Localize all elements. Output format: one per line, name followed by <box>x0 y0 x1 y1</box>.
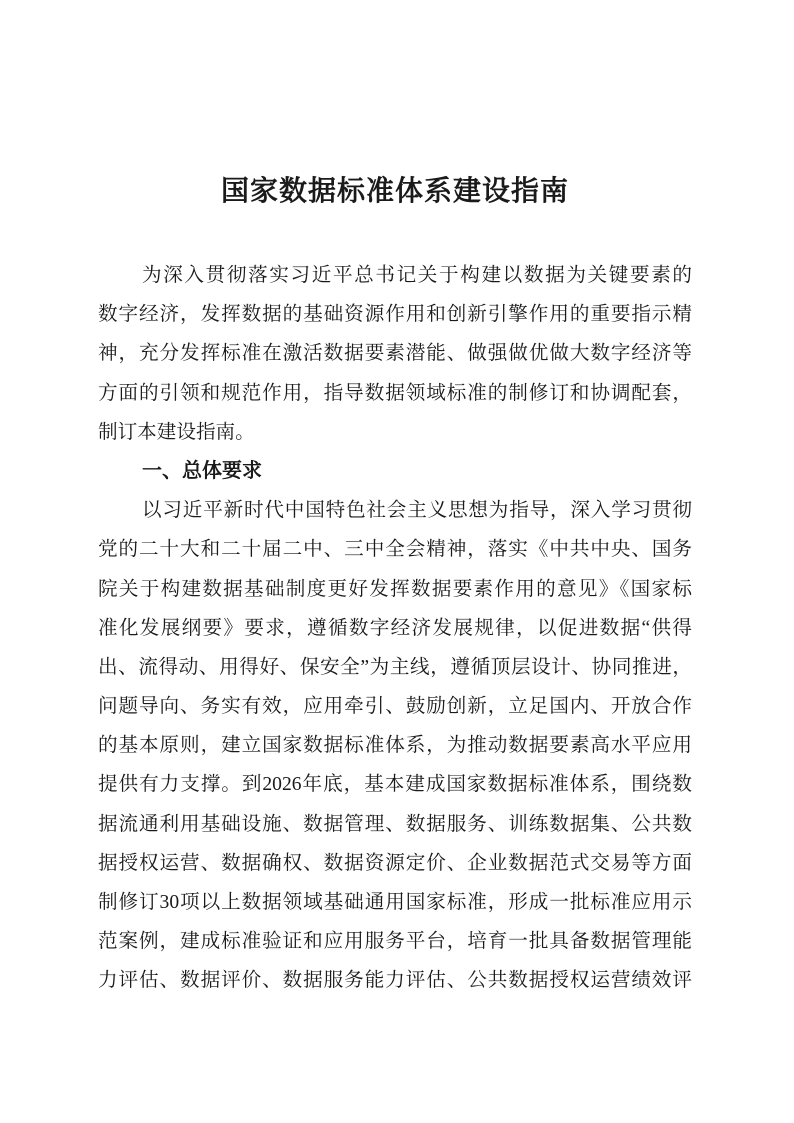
text-line: 方面的引领和规范作用，指导数据领域标准的制修订和协调配套， <box>98 382 692 404</box>
text-line: 范案例，建成标准验证和应用服务平台，培育一批具备数据管理能 <box>98 931 692 953</box>
text-line: 党的二十大和二十届二中、三中全会精神，落实《中共中央、国务 <box>98 539 692 561</box>
text-line: 力评估、数据评价、数据服务能力评估、公共数据授权运营绩效评 <box>98 970 692 992</box>
text-line: 的基本原则，建立国家数据标准体系，为推动数据要素高水平应用 <box>98 735 692 757</box>
text-line: 神，充分发挥标准在激活数据要素潜能、做强做优做大数字经济等 <box>98 343 692 365</box>
text-line: 数字经济，发挥数据的基础资源作用和创新引擎作用的重要指示精 <box>98 304 692 326</box>
paragraph-2 <box>98 491 692 1000</box>
text-line: 提供有力支撑。到2026年底，基本建成国家数据标准体系，围绕数 <box>98 774 692 796</box>
document-title: 国家数据标准体系建设指南 <box>220 176 569 207</box>
text-line: 制修订30项以上数据领域基础通用国家标准，形成一批标准应用示 <box>98 892 692 913</box>
text-line: 问题导向、务实有效，应用牵引、鼓励创新，立足国内、开放合作 <box>98 696 692 718</box>
text-line: 准化发展纲要》要求，遵循数字经济发展规律，以促进数据“供得 <box>98 617 692 639</box>
text-line: 制订本建设指南。 <box>98 421 255 443</box>
paragraph-1 <box>98 256 692 452</box>
text-line: 以习近平新时代中国特色社会主义思想为指导，深入学习贯彻 <box>142 500 692 522</box>
text-line: 据流通利用基础设施、数据管理、数据服务、训练数据集、公共数 <box>98 813 692 835</box>
text-line: 据授权运营、数据确权、数据资源定价、企业数据范式交易等方面 <box>98 852 692 874</box>
section-heading-overall-requirements: 一、总体要求 <box>142 459 262 482</box>
text-line: 出、流得动、用得好、保安全”为主线，遵循顶层设计、协同推进， <box>98 656 692 678</box>
text-line: 为深入贯彻落实习近平总书记关于构建以数据为关键要素的 <box>142 265 692 286</box>
text-line: 院关于构建数据基础制度更好发挥数据要素作用的意见》《国家标 <box>98 578 692 600</box>
